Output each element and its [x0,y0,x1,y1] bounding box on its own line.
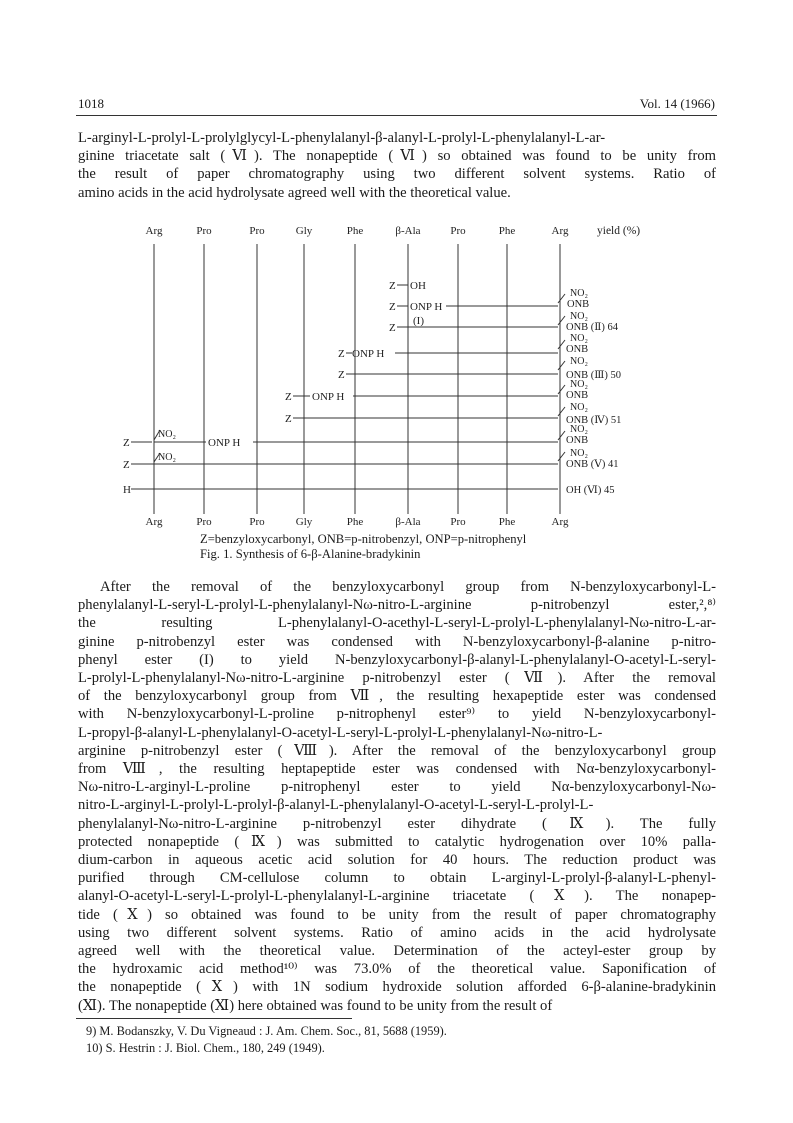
text-line: tide (Ⅹ) so obtained was found to be unity from the result of paper chromatography [78,906,716,923]
no2-label: NO₂ [570,311,588,322]
yield-header: yield (%) [597,225,641,237]
z-label: Z [389,301,396,313]
residue-label-bottom: Arg [145,516,163,528]
text-line: phenyl ester (I) to yield N-benzyloxycarbonyl-β-alanyl-L-phenylalanyl-O-acetyl-L-seryl- [78,651,716,668]
text-line: phenylalanyl-L-seryl-L-prolyl-L-phenylalanyl-Nω-nitro-L-arginine p-nitrobenzyl ester,²,⁸⁾ [78,597,716,614]
residue-label-top: Pro [249,225,265,237]
bond-line [558,385,565,394]
residue-label-top: Gly [295,225,313,237]
text-line: amino acids in the acid hydrolysate agreed well with the theoretical value. [78,184,511,201]
text-line: dium-carbon in aqueous acetic acid solution for 40 hours. The reduction product was [78,852,716,869]
caption-title: Fig. 1. Synthesis of 6-β-Alanine-bradykinin [200,547,421,561]
text-line: L-prolyl-L-phenylalanyl-Nω-nitro-L-arginine p-nitrobenzyl ester (Ⅶ). After the removal [78,670,716,687]
residue-label-top: β-Ala [395,225,421,237]
bond-line [558,316,565,325]
text-line: alanyl-O-acetyl-L-seryl-L-prolyl-L-phenylalanyl-L-arginine triacetate (Ⅹ). The nonapep- [78,888,716,905]
onb-label: ONB [566,435,589,446]
no2-label: NO₂ [570,424,588,435]
caption-abbreviations: Z=benzyloxycarbonyl, ONB=p-nitrobenzyl, ONP=p-nitrophenyl [200,532,527,546]
text-line: ginine triacetate salt (Ⅵ). The nonapeptide (Ⅵ) so obtained was found to be unity from [78,148,716,165]
no2-label: NO₂ [570,356,588,367]
no2-label: NO₂ [570,288,588,299]
no2-label: NO₂ [570,402,588,413]
text-line: from Ⅷ, the resulting heptapeptide ester was condensed with Nα-benzyloxycarbonyl- [78,761,716,778]
paragraph-main [78,578,716,1015]
text-line: with N-benzyloxycarbonyl-L-proline p-nitrophenyl ester⁹⁾ to yield N-benzyloxycarbonyl- [78,706,716,723]
z-label: Z [285,391,292,403]
z-label: Z [123,459,130,471]
residue-label-top: Pro [450,225,466,237]
no2-label: NO₂ [570,379,588,390]
bond-line [558,340,565,349]
footnote-10: 10) S. Hestrin : J. Biol. Chem., 180, 249 (1949). [86,1041,325,1055]
product-iv-label: ONB (Ⅳ) 51 [566,415,622,426]
z-label: Z [285,413,292,425]
text-line: Nω-nitro-L-arginyl-L-proline p-nitrophenyl ester to yield Nα-benzyloxycarbonyl-Nω- [78,779,716,796]
z-label: Z [389,322,396,334]
synthesis-scheme-figure [0,0,793,560]
residue-label-bottom: Phe [346,516,364,528]
residue-label-bottom: Phe [498,516,516,528]
residue-label-top: Arg [551,225,569,237]
no2-label: NO₂ [158,452,176,463]
text-line: (Ⅺ). The nonapeptide (Ⅺ) here obtained was found to be unity from the result of [78,997,553,1014]
product-vi-label: OH (Ⅵ) 45 [566,485,615,496]
text-line: purified through CM-cellulose column to obtain L-arginyl-L-prolyl-β-alanyl-L-phenyl- [78,870,716,887]
product-v-label: ONB (Ⅴ) 41 [566,459,619,470]
residue-label-bottom: β-Ala [395,516,421,528]
onb-label: ONB [566,390,589,401]
compound-i-label: (I) [413,315,424,327]
bond-line [558,361,565,370]
z-label: Z [389,280,396,292]
z-label: Z [123,437,130,449]
bond-line [558,431,565,440]
text-line: ginine p-nitrobenzyl ester was condensed with N-benzyloxycarbonyl-β-alanine p-nitro- [78,633,716,650]
footnote-rule [76,1018,352,1019]
z-label: Z [338,369,345,381]
no2-label: NO₂ [570,448,588,459]
residue-label-top: Phe [498,225,516,237]
text-line: using two different solvent systems. Ratio of amino acids in the acid hydrolysate [78,924,716,941]
product-ii-label: ONB (Ⅱ) 64 [566,322,619,333]
no2-label: NO₂ [570,333,588,344]
text-line: After the removal of the benzyloxycarbonyl group from N-benzyloxycarbonyl-L- [100,579,716,595]
text-line: agreed well with the theoretical value. Determination of the acteyl-ester group by [78,943,716,960]
text-line: the nonapeptide (Ⅹ) with 1N sodium hydroxide solution afforded 6-β-alanine-bradykinin [78,979,716,996]
residue-label-bottom: Gly [295,516,313,528]
residue-label-bottom: Pro [196,516,212,528]
text-line: arginine p-nitrobenzyl ester (Ⅷ). After the removal of the benzyloxycarbonyl group [78,742,716,759]
text-line: the result of paper chromatography using two different solvent systems. Ratio of [78,166,716,183]
text-line: protected nonapeptide (Ⅸ) was submitted to catalytic hydrogenation over 10% palla- [78,833,716,850]
z-label: Z [338,348,345,360]
text-line: of the benzyloxycarbonyl group from Ⅶ, the resulting hexapeptide ester was condensed [78,688,716,705]
h-label: H [123,484,131,496]
text-line: the hydroxamic acid method¹⁰⁾ was 73.0% of the theoretical value. Saponification of [78,961,716,978]
oh-label: OH [410,280,426,292]
onp-label: ONP H [352,348,385,360]
residue-label-bottom: Pro [450,516,466,528]
residue-label-top: Arg [145,225,163,237]
page-number: 1018 [78,96,104,111]
residue-label-top: Phe [346,225,364,237]
product-iii-label: ONB (Ⅲ) 50 [566,370,622,381]
onb-label: ONB [566,344,589,355]
volume-label: Vol. 14 (1966) [639,96,715,111]
residue-label-bottom: Arg [551,516,569,528]
text-line: phenylalanyl-Nω-nitro-L-arginine p-nitrobenzyl ester dihydrate (Ⅸ). The fully [78,815,716,832]
text-line: L-arginyl-L-prolyl-L-prolylglycyl-L-phenylalanyl-β-alanyl-L-prolyl-L-phenylalanyl-L-ar- [78,130,606,146]
onp-label: ONP H [410,301,443,313]
bond-line [558,452,565,461]
bond-line [558,294,565,303]
text-line: nitro-L-arginyl-L-prolyl-L-prolyl-β-alanyl-L-phenylalanyl-O-acetyl-L-seryl-L-prolyl-L- [78,797,594,814]
figure-caption [200,532,526,562]
bond-line [558,407,565,416]
residue-label-bottom: Pro [249,516,265,528]
onb-label: ONB [567,299,590,310]
onp-label: ONP H [208,437,241,449]
residue-label-top: Pro [196,225,212,237]
footnote-9: 9) M. Bodanszky, V. Du Vigneaud : J. Am. Chem. Soc., 81, 5688 (1959). [86,1024,447,1038]
text-line: the resulting L-phenylalanyl-O-acethyl-L-seryl-L-prolyl-L-phenylalanyl-Nω-nitro-L-ar- [78,615,716,632]
onp-label: ONP H [312,391,345,403]
text-line: L-propyl-β-alanyl-L-phenylalanyl-O-acetyl-L-seryl-L-prolyl-L-phenylalanyl-Nω-nitro-L- [78,724,603,741]
no2-label: NO₂ [158,429,176,440]
